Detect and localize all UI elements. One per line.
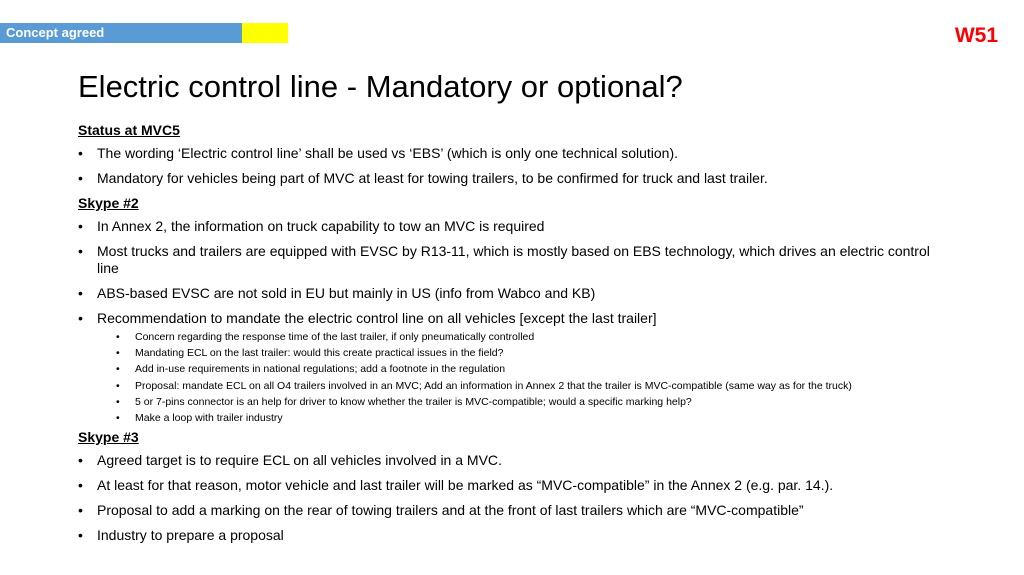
bullet-item: • Mandatory for vehicles being part of MVC at least for towing trailers, to be confirmed for truck and last trailer. bbox=[78, 170, 938, 187]
sub-bullet-item: • 5 or 7-pins connector is an help for driver to know whether the trailer is MVC-compatible; would a specific marking help? bbox=[116, 396, 938, 409]
sub-bullet-item: • Mandating ECL on the last trailer: would this create practical issues in the field? bbox=[116, 347, 938, 360]
page-title: Electric control line - Mandatory or optional? bbox=[78, 69, 683, 104]
section-heading-skype-3: Skype #3 bbox=[78, 428, 139, 445]
bullet-item: • The wording ‘Electric control line’ shall be used vs ‘EBS’ (which is only one technical solution). bbox=[78, 145, 938, 162]
bullet-item: • Proposal to add a marking on the rear of towing trailers and at the front of last trailers which are “MVC-compatible” bbox=[78, 502, 938, 519]
section-heading-status-mvc5: Status at MVC5 bbox=[78, 122, 180, 138]
sub-bullet-item: • Make a loop with trailer industry bbox=[116, 412, 938, 425]
status-flag bbox=[242, 23, 288, 43]
bullet-list-status-mvc5 bbox=[78, 145, 938, 187]
bullet-item: • Most trucks and trailers are equipped with EVSC by R13-11, which is mostly based on EBS technology, which drives an electric control line bbox=[78, 243, 938, 277]
document-code: W51 bbox=[954, 24, 998, 47]
sub-bullet-item: • Proposal: mandate ECL on all O4 trailers involved in an MVC; Add an information in Annex 2 that the trailer is MVC-compatible (same way as for the truck) bbox=[116, 380, 938, 393]
bullet-item-with-subitems bbox=[78, 310, 938, 425]
bullet-list-skype-2 bbox=[78, 218, 938, 425]
sub-bullet-item: • Concern regarding the response time of the last trailer, if only pneumatically controlled bbox=[116, 331, 938, 344]
bullet-item: • In Annex 2, the information on truck capability to tow an MVC is required bbox=[78, 218, 938, 235]
bullet-item: • At least for that reason, motor vehicle and last trailer will be marked as “MVC-compatible” in the Annex 2 (e.g. par. 14.). bbox=[78, 477, 938, 494]
bullet-item: • Agreed target is to require ECL on all vehicles involved in a MVC. bbox=[78, 452, 938, 469]
status-badge: Concept agreed bbox=[0, 23, 242, 43]
sub-bullet-item: • Add in-use requirements in national regulations; add a footnote in the regulation bbox=[116, 363, 938, 376]
slide-body bbox=[78, 122, 938, 552]
sub-bullet-list bbox=[116, 331, 938, 425]
section-heading-skype-2: Skype #2 bbox=[78, 195, 139, 211]
bullet-item: • Industry to prepare a proposal bbox=[78, 527, 938, 544]
bullet-list-skype-3 bbox=[78, 452, 938, 544]
bullet-text: Recommendation to mandate the electric control line on all vehicles [except the last trailer] bbox=[97, 310, 657, 326]
bullet-item: • ABS-based EVSC are not sold in EU but mainly in US (info from Wabco and KB) bbox=[78, 285, 938, 302]
